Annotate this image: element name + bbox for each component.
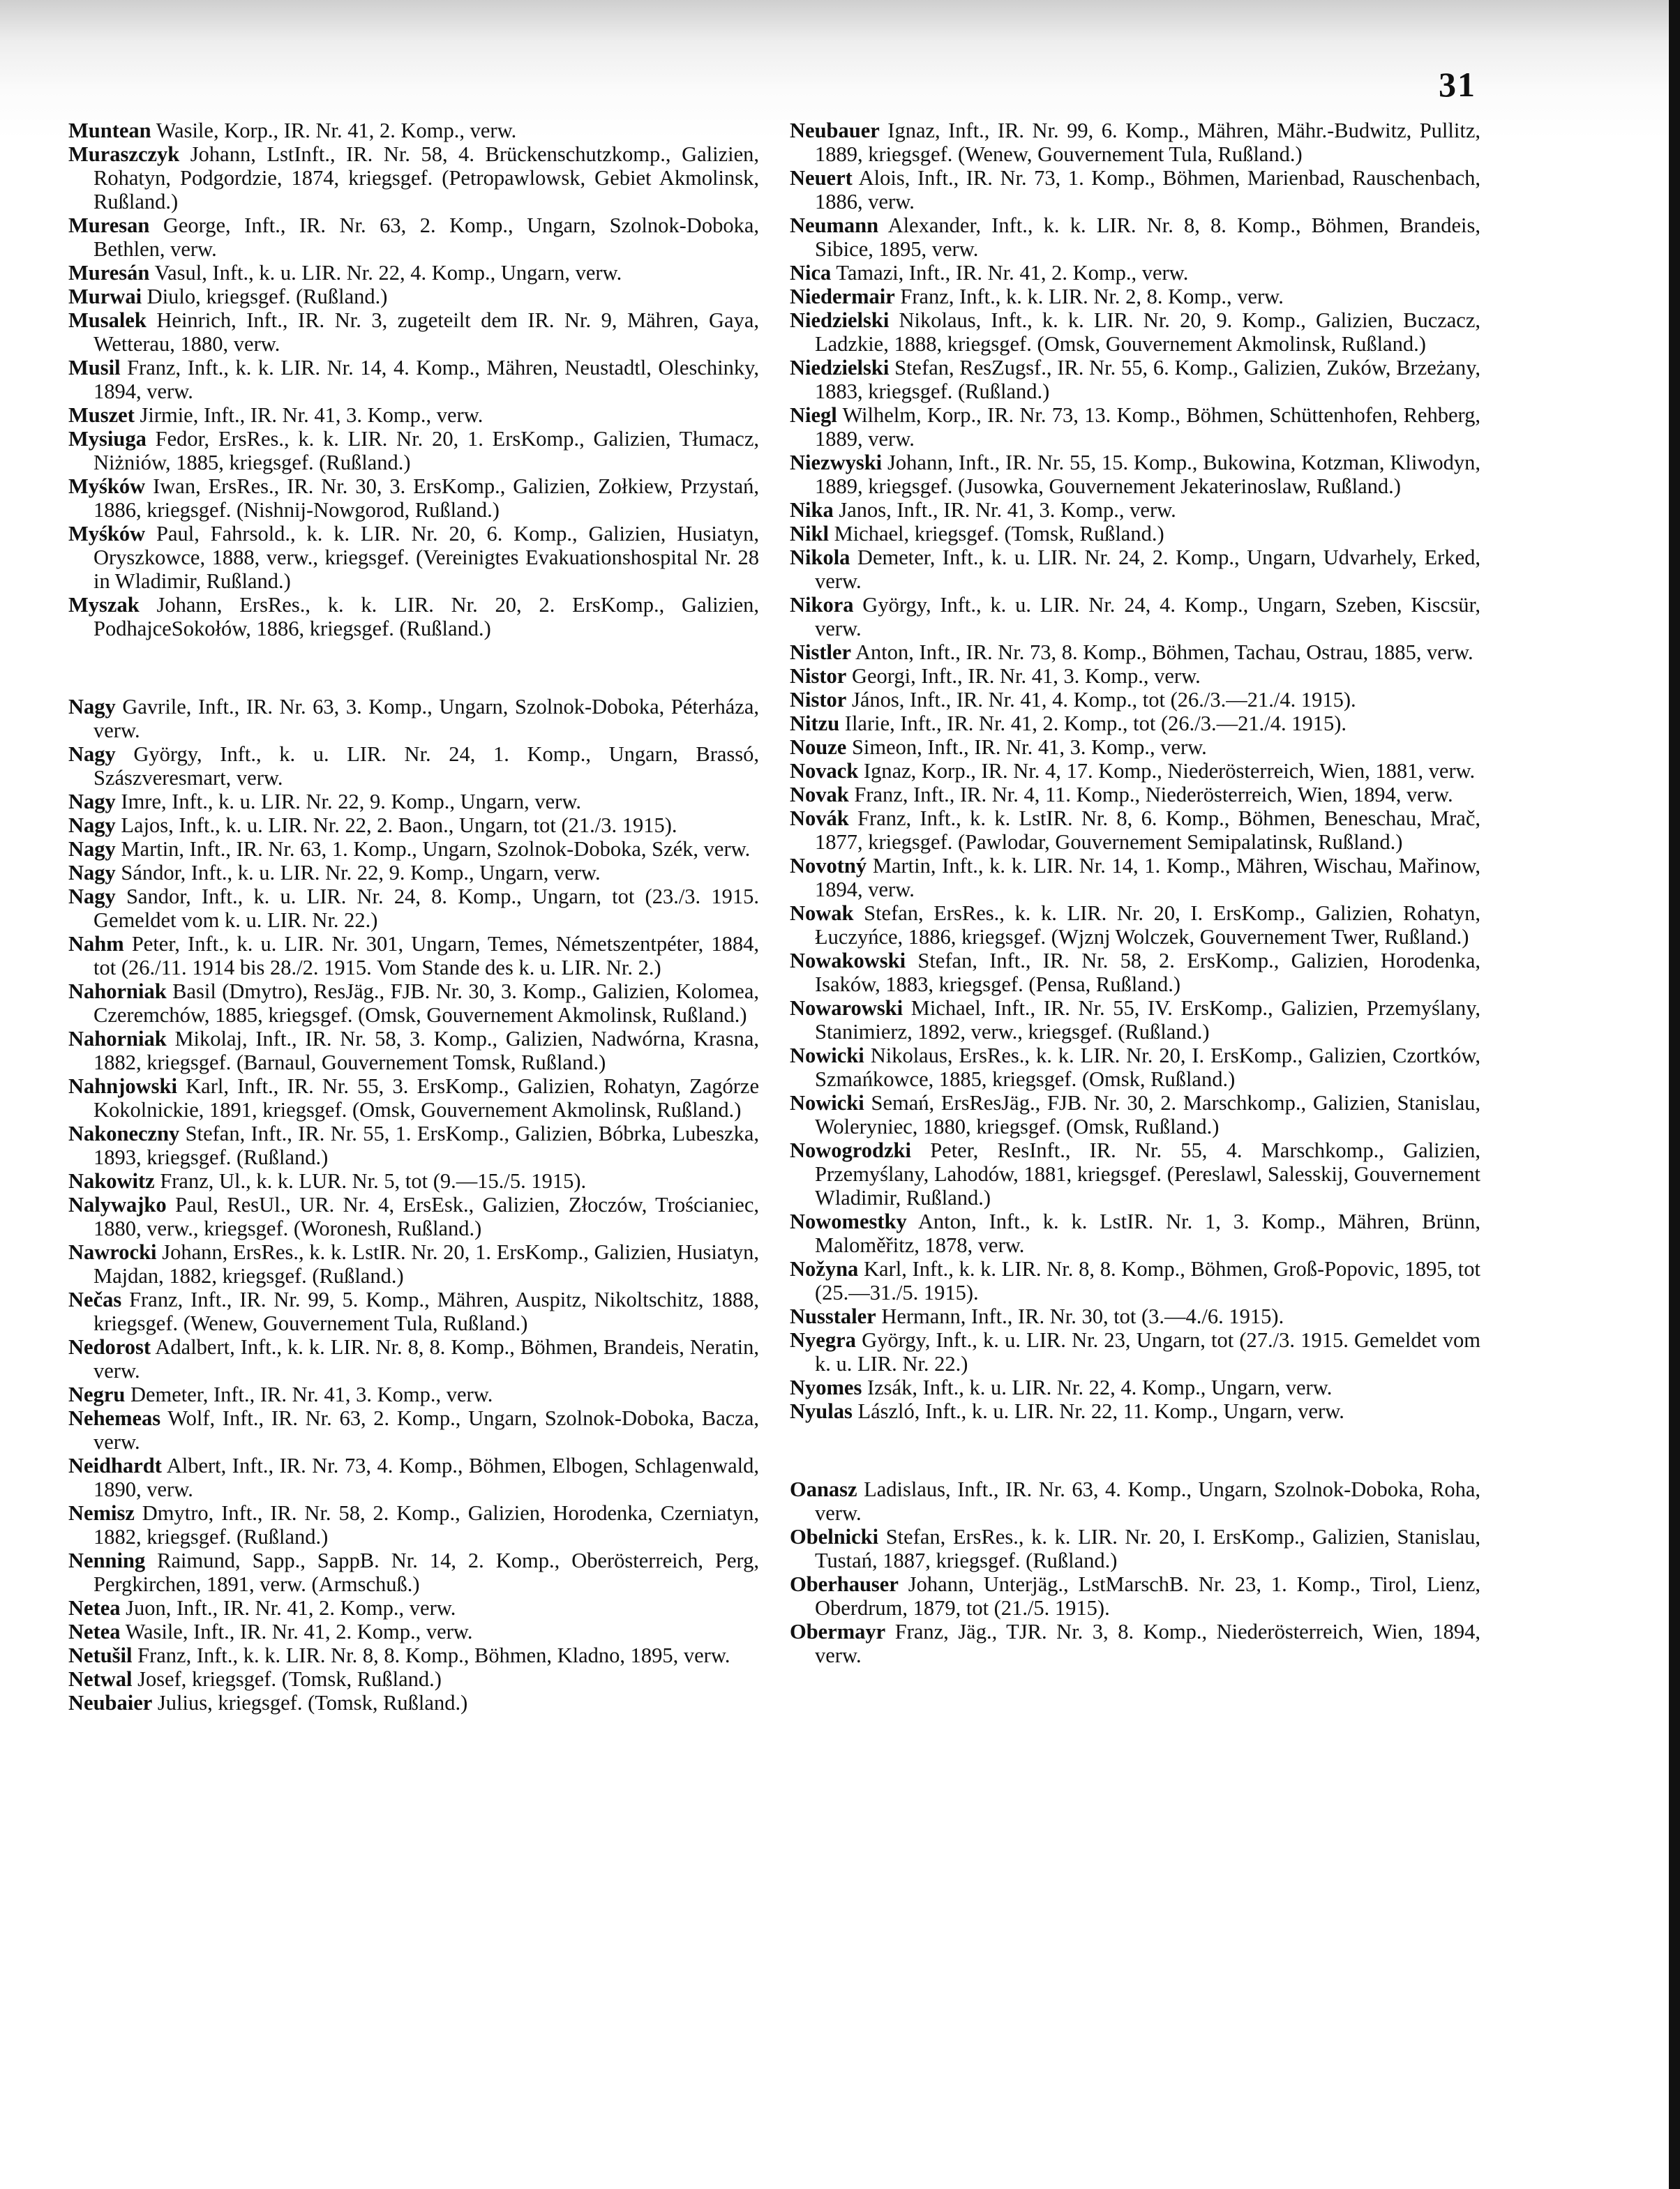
- entry-details: Franz, Inft., k. k. LIR. Nr. 8, 8. Komp., Böhmen, Kladno, 1895, verw.: [137, 1643, 730, 1667]
- entry-details: Stefan, Inft., IR. Nr. 55, 1. ErsKomp., Galizien, Bóbrka, Lubeszka, 1893, kriegsgef. (Rußland.): [93, 1122, 760, 1169]
- entry-surname: Neubaier: [68, 1691, 153, 1715]
- register-entry: [68, 213, 759, 261]
- register-entry: [790, 688, 1480, 712]
- entry-details: Mikolaj, Inft., IR. Nr. 58, 3. Komp., Galizien, Nadwórna, Krasna, 1882, kriegsgef. (Barnaul, Gouvernement Tomsk, Rußland.): [93, 1027, 759, 1074]
- register-entry: [790, 949, 1480, 996]
- entry-surname: Niedzielski: [790, 308, 890, 332]
- register-entry: [68, 1454, 759, 1501]
- entry-details: Michael, kriegsgef. (Tomsk, Rußland.): [834, 522, 1164, 546]
- entry-details: Simeon, Inft., IR. Nr. 41, 3. Komp., verw.: [851, 735, 1207, 759]
- entry-details: Franz, Ul., k. k. LUR. Nr. 5, tot (9.—15./5. 1915).: [160, 1169, 587, 1193]
- entry-details: Franz, Inft., IR. Nr. 4, 11. Komp., Niederösterreich, Wien, 1894, verw.: [854, 783, 1453, 806]
- entry-details: Johann, Unterjäg., LstMarschB. Nr. 23, 1. Komp., Tirol, Lienz, Oberdrum, 1879, tot (21./5. 1915).: [815, 1572, 1481, 1620]
- entry-surname: Nikola: [790, 546, 850, 569]
- register-entry: [68, 885, 759, 932]
- entry-details: Alois, Inft., IR. Nr. 73, 1. Komp., Böhmen, Marienbad, Rauschenbach, 1886, verw.: [815, 166, 1480, 213]
- entry-details: Vasul, Inft., k. u. LIR. Nr. 22, 4. Komp., Ungarn, verw.: [154, 261, 622, 285]
- entry-surname: Nowarowski: [790, 996, 903, 1020]
- entry-surname: Nowicki: [790, 1091, 864, 1115]
- register-entry: [68, 1549, 759, 1596]
- entry-surname: Muresan: [68, 213, 150, 237]
- entry-details: György, Inft., k. u. LIR. Nr. 23, Ungarn, tot (27./3. 1915. Gemeldet vom k. u. LIR. Nr. 22.): [815, 1328, 1481, 1376]
- register-entry: [68, 474, 759, 522]
- page-edge-shadow: [1669, 0, 1680, 2189]
- entry-surname: Novotný: [790, 854, 867, 878]
- entry-surname: Muntean: [68, 119, 151, 142]
- entry-details: Johann, ErsRes., k. k. LIR. Nr. 20, 2. ErsKomp., Galizien, PodhajceSokołów, 1886, kriegsgef. (Rußland.): [93, 593, 759, 640]
- entry-surname: Nahorniak: [68, 979, 167, 1003]
- entry-details: Josef, kriegsgef. (Tomsk, Rußland.): [137, 1667, 442, 1691]
- entry-details: Tamazi, Inft., IR. Nr. 41, 2. Komp., verw.: [836, 261, 1189, 285]
- entry-details: Semań, ErsResJäg., FJB. Nr. 30, 2. Marschkomp., Galizien, Stanislau, Woleryniec, 1880, kriegsgef. (Omsk, Rußland.): [815, 1091, 1481, 1138]
- entry-details: Johann, ErsRes., k. k. LstIR. Nr. 20, 1. ErsKomp., Galizien, Husiatyn, Majdan, 1882, kriegsgef. (Rußland.): [93, 1240, 760, 1288]
- entry-details: Janos, Inft., IR. Nr. 41, 3. Komp., verw.: [839, 498, 1176, 522]
- page-number: 31: [1439, 65, 1476, 104]
- register-entry: [68, 1501, 759, 1549]
- entry-details: Julius, kriegsgef. (Tomsk, Rußland.): [157, 1691, 468, 1715]
- register-entry: [790, 759, 1480, 783]
- entry-surname: Novak: [790, 783, 849, 806]
- register-entry: [790, 451, 1480, 498]
- register-entry: [68, 1643, 759, 1667]
- entry-details: Adalbert, Inft., k. k. LIR. Nr. 8, 8. Komp., Böhmen, Brandeis, Neratin, verw.: [93, 1335, 759, 1383]
- entry-surname: Nowakowski: [790, 949, 906, 972]
- entry-surname: Nica: [790, 261, 832, 285]
- entry-details: Stefan, ResZugsf., IR. Nr. 55, 6. Komp., Galizien, Zuków, Brzeżany, 1883, kriegsgef. (Rußland.): [815, 356, 1481, 403]
- entry-details: Peter, ResInft., IR. Nr. 55, 4. Marschkomp., Galizien, Przemyślany, Lahodów, 1881, kriegsgef. (Pereslawl, Salesskij, Gouvernement Wladimir, Rußland.): [815, 1138, 1481, 1210]
- entry-details: Gavrile, Inft., IR. Nr. 63, 3. Komp., Ungarn, Szolnok-Doboka, Péterháza, verw.: [93, 695, 760, 742]
- entry-details: Paul, ResUl., UR. Nr. 4, ErsEsk., Galizien, Złoczów, Trościaniec, 1880, verw., kriegsgef. (Woronesh, Rußland.): [93, 1193, 759, 1240]
- register-entry: [68, 522, 759, 593]
- entry-surname: Nožyna: [790, 1257, 859, 1281]
- register-entry: [68, 790, 759, 813]
- register-entry: [790, 1138, 1480, 1210]
- entry-surname: Nehemeas: [68, 1406, 161, 1430]
- entry-details: Ignaz, Korp., IR. Nr. 4, 17. Komp., Niederösterreich, Wien, 1881, verw.: [863, 759, 1476, 783]
- entry-details: Anton, Inft., IR. Nr. 73, 8. Komp., Böhmen, Tachau, Ostrau, 1885, verw.: [855, 640, 1473, 664]
- register-entry: [68, 1691, 759, 1715]
- entry-surname: Musalek: [68, 308, 147, 332]
- entry-surname: Nikl: [790, 522, 829, 546]
- entry-details: Basil (Dmytro), ResJäg., FJB. Nr. 30, 3. Komp., Galizien, Kolomea, Czeremchów, 1885, kriegsgef. (Omsk, Gouvernement Akmolinsk, Rußland.): [93, 979, 759, 1027]
- entry-details: Sandor, Inft., k. u. LIR. Nr. 24, 8. Komp., Ungarn, tot (23./3. 1915. Gemeldet vom k. u. LIR. Nr. 22.): [93, 885, 759, 932]
- register-entry: [790, 1477, 1480, 1525]
- entry-surname: Netwal: [68, 1667, 133, 1691]
- register-entry: [790, 213, 1480, 261]
- entry-details: George, Inft., IR. Nr. 63, 2. Komp., Ungarn, Szolnok-Doboka, Bethlen, verw.: [93, 213, 759, 261]
- entry-details: Diulo, kriegsgef. (Rußland.): [147, 285, 388, 308]
- register-entry: [790, 664, 1480, 688]
- entry-details: Stefan, ErsRes., k. k. LIR. Nr. 20, I. ErsKomp., Galizien, Rohatyn, Łuczyńce, 1886, kriegsgef. (Wjznj Wolczek, Gouvernement Twer, Rußland.): [815, 901, 1480, 949]
- entry-surname: Nahorniak: [68, 1027, 167, 1051]
- entry-surname: Neidhardt: [68, 1454, 162, 1477]
- entry-surname: Nusstaler: [790, 1304, 876, 1328]
- entry-details: Martin, Inft., IR. Nr. 63, 1. Komp., Ungarn, Szolnok-Doboka, Szék, verw.: [121, 837, 751, 861]
- register-entry: [790, 593, 1480, 640]
- entry-surname: Nyegra: [790, 1328, 856, 1352]
- entry-surname: Nagy: [68, 790, 116, 813]
- register-entry: [68, 1406, 759, 1454]
- register-entry: [68, 1027, 759, 1074]
- entry-details: Demeter, Inft., IR. Nr. 41, 3. Komp., verw.: [130, 1383, 493, 1406]
- entry-details: Hermann, Inft., IR. Nr. 30, tot (3.—4./6. 1915).: [881, 1304, 1284, 1328]
- register-entry: [790, 356, 1480, 403]
- entry-surname: Oberhauser: [790, 1572, 899, 1596]
- entry-surname: Nika: [790, 498, 834, 522]
- register-entry: [68, 813, 759, 837]
- entry-surname: Neumann: [790, 213, 879, 237]
- register-entry: [68, 1169, 759, 1193]
- entry-surname: Niedzielski: [790, 356, 890, 379]
- entry-details: Izsák, Inft., k. u. LIR. Nr. 22, 4. Komp., Ungarn, verw.: [867, 1376, 1333, 1399]
- entry-details: Iwan, ErsRes., IR. Nr. 30, 3. ErsKomp., Galizien, Zołkiew, Przystań, 1886, kriegsgef. (Nishnij-Nowgorod, Rußland.): [93, 474, 760, 522]
- entry-details: Peter, Inft., k. u. LIR. Nr. 301, Ungarn, Temes, Németszentpéter, 1884, tot (26./11. 1914 bis 28./2. 1915. Vom Stande des k. u. LIR. Nr. 2.): [93, 932, 760, 979]
- entry-details: Karl, Inft., k. k. LIR. Nr. 8, 8. Komp., Böhmen, Groß-Popovic, 1895, tot (25.—31./5. 1915).: [815, 1257, 1480, 1304]
- entry-surname: Nowomestky: [790, 1210, 907, 1233]
- entry-surname: Nagy: [68, 742, 116, 766]
- register-entry: [68, 427, 759, 474]
- register-entry: [790, 1257, 1480, 1304]
- register-entry: [790, 1572, 1480, 1620]
- register-entry: [790, 308, 1480, 356]
- register-entry: [790, 498, 1480, 522]
- register-entry: [790, 854, 1480, 901]
- entry-details: Juon, Inft., IR. Nr. 41, 2. Komp., verw.: [126, 1596, 456, 1620]
- entry-surname: Obermayr: [790, 1620, 886, 1643]
- register-entry: [68, 1193, 759, 1240]
- entry-details: László, Inft., k. u. LIR. Nr. 22, 11. Komp., Ungarn, verw.: [857, 1399, 1344, 1423]
- entry-details: Franz, Inft., k. k. LstIR. Nr. 8, 6. Komp., Böhmen, Beneschau, Mrač, 1877, kriegsgef. (Pawlodar, Gouvernement Semipalatinsk, Rußland.): [815, 806, 1481, 854]
- register-entry: [790, 783, 1480, 806]
- entry-surname: Nagy: [68, 813, 116, 837]
- entry-surname: Nyomes: [790, 1376, 862, 1399]
- entry-details: Wolf, Inft., IR. Nr. 63, 2. Komp., Ungarn, Szolnok-Doboka, Bacza, verw.: [93, 1406, 760, 1454]
- entry-surname: Netea: [68, 1596, 121, 1620]
- entry-details: Lajos, Inft., k. u. LIR. Nr. 22, 2. Baon., Ungarn, tot (21./3. 1915).: [121, 813, 677, 837]
- entry-details: Paul, Fahrsold., k. k. LIR. Nr. 20, 6. Komp., Galizien, Husiatyn, Oryszkowce, 1888, verw., kriegsgef. (Vereinigtes Evakuationshospital Nr. 28 in Wladimir, Rußland.): [93, 522, 760, 593]
- register-entry: [68, 285, 759, 308]
- section-gap: [790, 1423, 1480, 1477]
- register-entry: [790, 261, 1480, 285]
- register-entry: [68, 695, 759, 742]
- register-entry: [68, 1620, 759, 1643]
- entry-details: Nikolaus, ErsRes., k. k. LIR. Nr. 20, I. ErsKomp., Galizien, Czortków, Szmańkowce, 1885, kriegsgef. (Omsk, Rußland.): [815, 1044, 1480, 1091]
- register-entry: [790, 1210, 1480, 1257]
- entry-details: Wilhelm, Korp., IR. Nr. 73, 13. Komp., Böhmen, Schüttenhofen, Rehberg, 1889, verw.: [815, 403, 1480, 451]
- entry-details: Anton, Inft., k. k. LstIR. Nr. 1, 3. Komp., Mähren, Brünn, Maloměřitz, 1878, verw.: [815, 1210, 1480, 1257]
- entry-details: Sándor, Inft., k. u. LIR. Nr. 22, 9. Komp., Ungarn, verw.: [121, 861, 601, 885]
- entry-details: Franz, Inft., k. k. LIR. Nr. 14, 4. Komp., Mähren, Neustadtl, Oleschinky, 1894, verw.: [93, 356, 759, 403]
- entry-details: Raimund, Sapp., SappB. Nr. 14, 2. Komp., Oberösterreich, Perg, Pergkirchen, 1891, verw. (Armschuß.): [93, 1549, 759, 1596]
- register-entry: [790, 285, 1480, 308]
- entry-surname: Novack: [790, 759, 859, 783]
- entry-surname: Niegl: [790, 403, 837, 427]
- register-entry: [68, 742, 759, 790]
- register-entry: [68, 837, 759, 861]
- register-entry: [68, 1596, 759, 1620]
- entry-surname: Nagy: [68, 885, 116, 908]
- entry-surname: Nečas: [68, 1288, 122, 1311]
- entry-details: Alexander, Inft., k. k. LIR. Nr. 8, 8. Komp., Böhmen, Brandeis, Sibice, 1895, verw.: [815, 213, 1480, 261]
- register-entry: [68, 119, 759, 142]
- entry-surname: Myśków: [68, 522, 146, 546]
- register-entry: [790, 1525, 1480, 1572]
- register-entry: [790, 806, 1480, 854]
- entry-surname: Novák: [790, 806, 849, 830]
- entry-details: Nikolaus, Inft., k. k. LIR. Nr. 20, 9. Komp., Galizien, Buczacz, Ladzkie, 1888, kriegsgef. (Omsk, Gouvernement Akmolinsk, Rußland.): [815, 308, 1481, 356]
- entry-surname: Nitzu: [790, 712, 840, 735]
- entry-surname: Oanasz: [790, 1477, 857, 1501]
- register-entry: [68, 308, 759, 356]
- entry-surname: Niezwyski: [790, 451, 883, 474]
- entry-surname: Muresán: [68, 261, 150, 285]
- left-column: [68, 119, 759, 1715]
- entry-surname: Muszet: [68, 403, 135, 427]
- entry-surname: Nistor: [790, 688, 847, 712]
- register-entry: [68, 1288, 759, 1335]
- entry-surname: Nakoneczny: [68, 1122, 180, 1145]
- entry-surname: Nouze: [790, 735, 847, 759]
- entry-surname: Niedermair: [790, 285, 895, 308]
- entry-surname: Murwai: [68, 285, 142, 308]
- register-entry: [68, 932, 759, 979]
- entry-details: Johann, Inft., IR. Nr. 55, 15. Komp., Bukowina, Kotzman, Kliwodyn, 1889, kriegsgef. (Jusowka, Gouvernement Jekaterinoslaw, Rußland.): [815, 451, 1481, 498]
- entry-details: Franz, Jäg., TJR. Nr. 3, 8. Komp., Niederösterreich, Wien, 1894, verw.: [815, 1620, 1480, 1667]
- register-entry: [68, 1240, 759, 1288]
- entry-surname: Nyulas: [790, 1399, 853, 1423]
- register-entry: [790, 901, 1480, 949]
- entry-surname: Nowicki: [790, 1044, 864, 1067]
- entry-details: Karl, Inft., IR. Nr. 55, 3. ErsKomp., Galizien, Rohatyn, Zagórze Kokolnickie, 1891, kriegsgef. (Omsk, Gouvernement Akmolinsk, Rußland.): [93, 1074, 759, 1122]
- entry-surname: Obelnicki: [790, 1525, 879, 1549]
- entry-surname: Nistor: [790, 664, 847, 688]
- entry-details: Dmytro, Inft., IR. Nr. 58, 2. Komp., Galizien, Horodenka, Czerniatyn, 1882, kriegsgef. (Rußland.): [93, 1501, 760, 1549]
- register-entry: [790, 1328, 1480, 1376]
- entry-surname: Nowogrodzki: [790, 1138, 911, 1162]
- entry-surname: Nistler: [790, 640, 852, 664]
- register-entry: [68, 261, 759, 285]
- section-gap: [68, 640, 759, 695]
- entry-details: Demeter, Inft., k. u. LIR. Nr. 24, 2. Komp., Ungarn, Udvarhely, Erked, verw.: [815, 546, 1480, 593]
- entry-details: Wasile, Korp., IR. Nr. 41, 2. Komp., verw.: [156, 119, 517, 142]
- register-entry: [68, 142, 759, 213]
- entry-surname: Netušil: [68, 1643, 133, 1667]
- entry-surname: Nahnjowski: [68, 1074, 177, 1098]
- register-entry: [68, 1122, 759, 1169]
- entry-details: Michael, Inft., IR. Nr. 55, IV. ErsKomp., Galizien, Przemyślany, Stanimierz, 1892, verw., kriegsgef. (Rußland.): [815, 996, 1480, 1044]
- entry-surname: Nagy: [68, 861, 116, 885]
- entry-surname: Nedorost: [68, 1335, 151, 1359]
- register-entry: [790, 1620, 1480, 1667]
- entry-surname: Myśków: [68, 474, 146, 498]
- register-entry: [790, 403, 1480, 451]
- entry-details: Martin, Inft., k. k. LIR. Nr. 14, 1. Komp., Mähren, Wischau, Mařinow, 1894, verw.: [815, 854, 1481, 901]
- entry-surname: Nakowitz: [68, 1169, 155, 1193]
- entry-details: Ilarie, Inft., IR. Nr. 41, 2. Komp., tot (26./3.—21./4. 1915).: [844, 712, 1347, 735]
- register-entry: [790, 1044, 1480, 1091]
- entry-details: Stefan, ErsRes., k. k. LIR. Nr. 20, I. ErsKomp., Galizien, Stanislau, Tustań, 1887, kriegsgef. (Rußland.): [815, 1525, 1480, 1572]
- entry-surname: Nagy: [68, 695, 116, 719]
- entry-details: Franz, Inft., IR. Nr. 99, 5. Komp., Mähren, Auspitz, Nikoltschitz, 1888, kriegsgef. (Wenew, Gouvernement Tula, Rußland.): [93, 1288, 760, 1335]
- register-entry: [790, 546, 1480, 593]
- entry-surname: Nalywajko: [68, 1193, 167, 1217]
- right-column: [790, 119, 1480, 1667]
- register-entry: [790, 166, 1480, 213]
- entry-details: Wasile, Inft., IR. Nr. 41, 2. Komp., verw.: [125, 1620, 473, 1643]
- entry-details: Franz, Inft., k. k. LIR. Nr. 2, 8. Komp., verw.: [900, 285, 1284, 308]
- entry-details: Imre, Inft., k. u. LIR. Nr. 22, 9. Komp., Ungarn, verw.: [121, 790, 581, 813]
- entry-surname: Mysiuga: [68, 427, 147, 451]
- register-entry: [68, 1074, 759, 1122]
- register-entry: [790, 522, 1480, 546]
- entry-surname: Muraszczyk: [68, 142, 180, 166]
- entry-surname: Nagy: [68, 837, 116, 861]
- entry-surname: Musil: [68, 356, 121, 379]
- register-entry: [790, 1399, 1480, 1423]
- entry-details: György, Inft., k. u. LIR. Nr. 24, 1. Komp., Ungarn, Brassó, Szászveresmart, verw.: [93, 742, 759, 790]
- entry-details: György, Inft., k. u. LIR. Nr. 24, 4. Komp., Ungarn, Szeben, Kiscsür, verw.: [815, 593, 1481, 640]
- register-entry: [68, 356, 759, 403]
- entry-surname: Nowak: [790, 901, 854, 925]
- entry-surname: Nahm: [68, 932, 124, 956]
- register-entry: [790, 1304, 1480, 1328]
- entry-details: János, Inft., IR. Nr. 41, 4. Komp., tot (26./3.—21./4. 1915).: [851, 688, 1356, 712]
- register-entry: [68, 979, 759, 1027]
- register-entry: [790, 996, 1480, 1044]
- register-entry: [68, 593, 759, 640]
- entry-surname: Myszak: [68, 593, 140, 617]
- entry-details: Heinrich, Inft., IR. Nr. 3, zugeteilt dem IR. Nr. 9, Mähren, Gaya, Wetterau, 1880, verw.: [93, 308, 759, 356]
- register-entry: [790, 712, 1480, 735]
- register-entry: [68, 1335, 759, 1383]
- entry-surname: Neuert: [790, 166, 853, 190]
- entry-details: Stefan, Inft., IR. Nr. 58, 2. ErsKomp., Galizien, Horodenka, Isaków, 1883, kriegsgef. (Pensa, Rußland.): [815, 949, 1481, 996]
- register-entry: [68, 403, 759, 427]
- entry-details: Jirmie, Inft., IR. Nr. 41, 3. Komp., verw.: [140, 403, 483, 427]
- register-entry: [790, 1376, 1480, 1399]
- register-entry: [68, 1383, 759, 1406]
- register-entry: [790, 640, 1480, 664]
- register-entry: [68, 861, 759, 885]
- entry-details: Ladislaus, Inft., IR. Nr. 63, 4. Komp., Ungarn, Szolnok-Doboka, Roha, verw.: [815, 1477, 1480, 1525]
- entry-surname: Nawrocki: [68, 1240, 157, 1264]
- entry-details: Georgi, Inft., IR. Nr. 41, 3. Komp., verw.: [851, 664, 1201, 688]
- entry-surname: Nikora: [790, 593, 854, 617]
- entry-details: Johann, LstInft., IR. Nr. 58, 4. Brückenschutzkomp., Galizien, Rohatyn, Podgordzie, 1874, kriegsgef. (Petropawlowsk, Gebiet Akmolinsk, Rußland.): [93, 142, 759, 213]
- entry-surname: Nemisz: [68, 1501, 135, 1525]
- entry-surname: Neubauer: [790, 119, 880, 142]
- register-entry: [790, 119, 1480, 166]
- register-entry: [68, 1667, 759, 1691]
- entry-surname: Nenning: [68, 1549, 146, 1572]
- register-entry: [790, 1091, 1480, 1138]
- entry-details: Fedor, ErsRes., k. k. LIR. Nr. 20, 1. ErsKomp., Galizien, Tłumacz, Niżniów, 1885, kriegsgef. (Rußland.): [93, 427, 759, 474]
- entry-surname: Negru: [68, 1383, 126, 1406]
- entry-details: Ignaz, Inft., IR. Nr. 99, 6. Komp., Mähren, Mähr.-Budwitz, Pullitz, 1889, kriegsgef. (Wenew, Gouvernement Tula, Rußland.): [815, 119, 1480, 166]
- register-entry: [790, 735, 1480, 759]
- entry-surname: Netea: [68, 1620, 121, 1643]
- entry-details: Albert, Inft., IR. Nr. 73, 4. Komp., Böhmen, Elbogen, Schlagenwald, 1890, verw.: [93, 1454, 759, 1501]
